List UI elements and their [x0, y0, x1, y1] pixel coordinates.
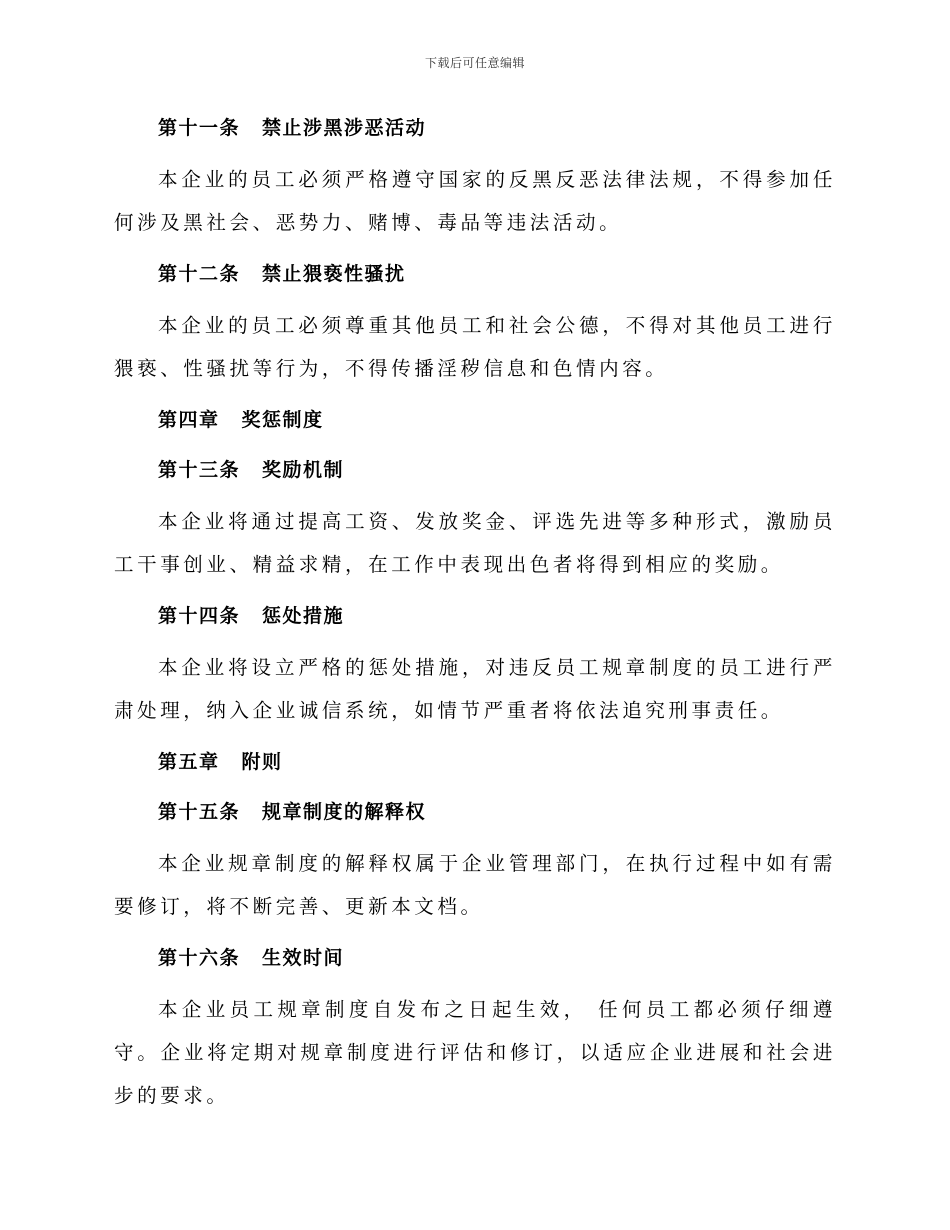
article-heading [114, 108, 836, 148]
article-heading [114, 938, 836, 978]
article-title: 奖励机制 [262, 459, 345, 481]
article-heading [114, 792, 836, 832]
article-number: 第十五条 [158, 801, 241, 823]
article-paragraph: 本企业将通过提高工资、发放奖金、评选先进等多种形式，激励员工干事创业、精益求精，在工作中表现出色者将得到相应的奖励。 [114, 510, 836, 576]
page-header-note: 下载后可任意编辑 [424, 56, 525, 70]
chapter-title: 附则 [241, 751, 283, 773]
article-paragraph: 本企业的员工必须尊重其他员工和社会公德，不得对其他员工进行猥亵、性骚扰等行为，不得传播淫秽信息和色情内容。 [114, 314, 836, 380]
chapter-heading [114, 400, 836, 440]
article-heading [114, 254, 836, 294]
article-paragraph: 本企业的员工必须严格遵守国家的反黑反恶法律法规，不得参加任何涉及黑社会、恶势力、赌博、毒品等违法活动。 [114, 168, 836, 234]
article-number: 第十三条 [158, 459, 241, 481]
article-title: 禁止涉黑涉恶活动 [262, 117, 427, 139]
article-number: 第十六条 [158, 947, 241, 969]
document-body [114, 108, 836, 1127]
article-title: 禁止猥亵性骚扰 [262, 263, 406, 285]
article-title: 惩处措施 [262, 605, 345, 627]
chapter-number: 第四章 [158, 409, 220, 431]
chapter-number: 第五章 [158, 751, 220, 773]
chapter-heading [114, 742, 836, 782]
article-paragraph: 本企业将设立严格的惩处措施，对违反员工规章制度的员工进行严肃处理，纳入企业诚信系统，如情节严重者将依法追究刑事责任。 [114, 656, 836, 722]
article-title: 生效时间 [262, 947, 345, 969]
article-heading [114, 450, 836, 490]
article-paragraph: 本企业规章制度的解释权属于企业管理部门，在执行过程中如有需要修订，将不断完善、更新本文档。 [114, 852, 836, 918]
article-number: 第十二条 [158, 263, 241, 285]
article-heading [114, 596, 836, 636]
article-number: 第十四条 [158, 605, 241, 627]
article-paragraph: 本企业员工规章制度自发布之日起生效， 任何员工都必须仔细遵守。企业将定期对规章制度进行评估和修订，以适应企业进展和社会进步的要求。 [114, 998, 836, 1107]
article-number: 第十一条 [158, 117, 241, 139]
article-title: 规章制度的解释权 [262, 801, 427, 823]
chapter-title: 奖惩制度 [241, 409, 324, 431]
